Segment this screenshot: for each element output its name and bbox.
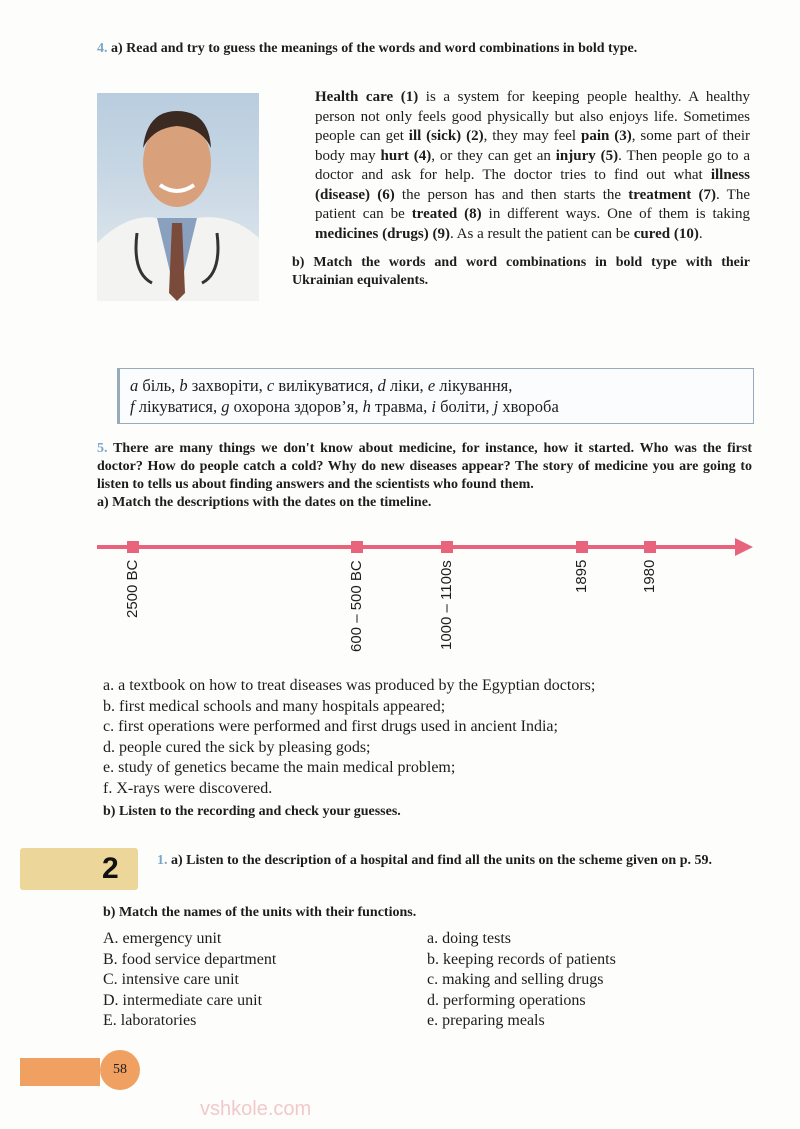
equivalent-word: захворіти, bbox=[191, 376, 263, 395]
list-item: e. study of genetics became the main medical problem; bbox=[103, 759, 456, 776]
timeline-marker bbox=[441, 541, 453, 553]
doctor-photo bbox=[97, 93, 259, 301]
s2-instruction-b: b) Match the names of the units with their functions. bbox=[103, 905, 417, 920]
list-item: d. people cured the sick by pleasing gods; bbox=[103, 738, 371, 756]
exercise-number: 4. bbox=[97, 41, 108, 56]
bold-term: illness (disease) (6) bbox=[315, 167, 750, 203]
ex4-instruction-b: b) Match the words and word combinations in bold type with their Ukrainian equivalents. bbox=[292, 255, 750, 288]
watermark: vshkole.com bbox=[200, 1098, 312, 1120]
descriptions-list bbox=[103, 676, 763, 799]
timeline-label: 1000 – 1100s bbox=[438, 560, 455, 650]
equivalent-word: хвороба bbox=[502, 397, 559, 416]
text-run: . bbox=[698, 225, 703, 242]
equivalent-word: вилікуватися, bbox=[278, 376, 374, 395]
text-run: , or they can get an bbox=[431, 147, 556, 164]
section-badge bbox=[20, 848, 138, 890]
list-item: b. first medical schools and many hospitals appeared; bbox=[103, 697, 446, 715]
equivalent-word: охорона здоров’я, bbox=[233, 397, 359, 416]
text-run: . Then people go to a doctor and ask for help. The doctor tries to find out what bbox=[315, 147, 751, 183]
text-run: , they may feel bbox=[483, 128, 581, 144]
ex5-header bbox=[97, 440, 752, 512]
timeline-marker bbox=[127, 541, 139, 553]
instruction-text: a) Listen to the description of a hospital and find all the units on the scheme given on p. 59. bbox=[171, 853, 712, 868]
list-item: C. intensive care unit bbox=[103, 971, 239, 988]
instruction-text: a) Read and try to guess the meanings of the words and word combinations in bold type. bbox=[111, 41, 638, 56]
timeline-marker bbox=[576, 541, 588, 553]
list-item: b. keeping records of patients bbox=[427, 950, 616, 968]
bold-term: cured (10) bbox=[633, 225, 699, 242]
exercise-number: 5. bbox=[97, 441, 108, 456]
ex5-intro bbox=[97, 440, 752, 494]
ex4-instruction-a bbox=[97, 40, 752, 58]
timeline-label: 1980 bbox=[641, 559, 658, 593]
equivalent-word: біль, bbox=[142, 376, 176, 395]
page-number: 58 bbox=[100, 1050, 140, 1090]
equivalent-letter: f bbox=[130, 397, 135, 416]
functions-list bbox=[427, 929, 747, 1032]
timeline-line bbox=[97, 545, 737, 549]
list-item: c. first operations were performed and first drugs used in ancient India; bbox=[103, 718, 558, 735]
health-care-paragraph bbox=[315, 88, 750, 244]
equivalent-letter: g bbox=[221, 397, 230, 416]
ukrainian-equivalents-box bbox=[117, 368, 754, 424]
equivalent-word: травма, bbox=[374, 397, 428, 416]
text-run: the person has and then starts the bbox=[394, 186, 629, 203]
bold-term: injury (5) bbox=[555, 147, 619, 164]
text-run: , some part of their body may bbox=[315, 128, 750, 164]
list-item: f. X-rays were discovered. bbox=[103, 779, 273, 797]
bold-term: ill (sick) (2) bbox=[408, 128, 484, 144]
exercise-number: 1. bbox=[157, 853, 168, 868]
text-run: . The patient can be bbox=[315, 186, 750, 222]
units-list bbox=[103, 929, 413, 1032]
timeline-marker bbox=[351, 541, 363, 553]
equivalent-letter: h bbox=[362, 397, 371, 416]
intro-text: There are many things we don't know about medicine, for instance, how it started. Who was the first doctor? How do people catch a cold? Why do new diseases appear? The story of medicine you are going to listen to tells us about finding answers and the scientists who found them. bbox=[97, 441, 752, 492]
equivalent-letter: c bbox=[266, 376, 275, 395]
equivalent-word: ліки, bbox=[389, 376, 424, 395]
section-number: 2 bbox=[102, 852, 119, 885]
bold-term: pain (3) bbox=[581, 128, 632, 144]
list-item: E. laboratories bbox=[103, 1012, 197, 1029]
s2-instruction-a bbox=[157, 852, 752, 870]
text-run: in different ways. One of them is taking bbox=[481, 206, 750, 222]
list-item: B. food service department bbox=[103, 950, 277, 968]
ex5-instruction-b: b) Listen to the recording and check your guesses. bbox=[103, 804, 401, 819]
list-item: c. making and selling drugs bbox=[427, 971, 604, 988]
timeline-label: 600 – 500 BC bbox=[348, 560, 365, 652]
ex4-text-column bbox=[292, 88, 751, 290]
list-item: A. emergency unit bbox=[103, 930, 222, 947]
timeline-arrow-icon bbox=[735, 538, 753, 556]
footer-bar bbox=[20, 1058, 100, 1086]
timeline-label: 1895 bbox=[573, 559, 590, 593]
bold-term: treatment (7) bbox=[628, 186, 716, 203]
list-item: e. preparing meals bbox=[427, 1012, 545, 1029]
equivalent-letter: b bbox=[179, 376, 188, 395]
equivalent-letter: a bbox=[130, 376, 139, 395]
list-item: a. doing tests bbox=[427, 930, 511, 947]
timeline-marker bbox=[644, 541, 656, 553]
list-item: a. a textbook on how to treat diseases was produced by the Egyptian doctors; bbox=[103, 677, 596, 694]
text-run: is a system for keeping people healthy. A healthy person not only feels good physically but also enjoys life. Sometimes people can get bbox=[315, 89, 750, 144]
equivalent-letter: d bbox=[377, 376, 386, 395]
ex5-instruction-a: a) Match the descriptions with the dates on the timeline. bbox=[97, 495, 432, 510]
timeline-label: 2500 BC bbox=[124, 559, 141, 618]
text-run: . As a result the patient can be bbox=[450, 225, 634, 242]
list-item: d. performing operations bbox=[427, 991, 586, 1009]
equivalent-letter: e bbox=[427, 376, 436, 395]
equivalent-letter: j bbox=[493, 397, 499, 416]
equivalent-word: лікуватися, bbox=[138, 397, 218, 416]
list-item: D. intermediate care unit bbox=[103, 991, 263, 1009]
ex5-descriptions-block bbox=[103, 676, 763, 821]
equivalent-word: боліти, bbox=[440, 397, 490, 416]
bold-term: hurt (4) bbox=[380, 147, 432, 164]
equivalent-letter: i bbox=[431, 397, 436, 416]
bold-term: Health care (1) bbox=[315, 89, 419, 105]
equivalent-word: лікування, bbox=[439, 376, 513, 395]
bold-term: medicines (drugs) (9) bbox=[315, 225, 450, 242]
bold-term: treated (8) bbox=[411, 206, 482, 222]
